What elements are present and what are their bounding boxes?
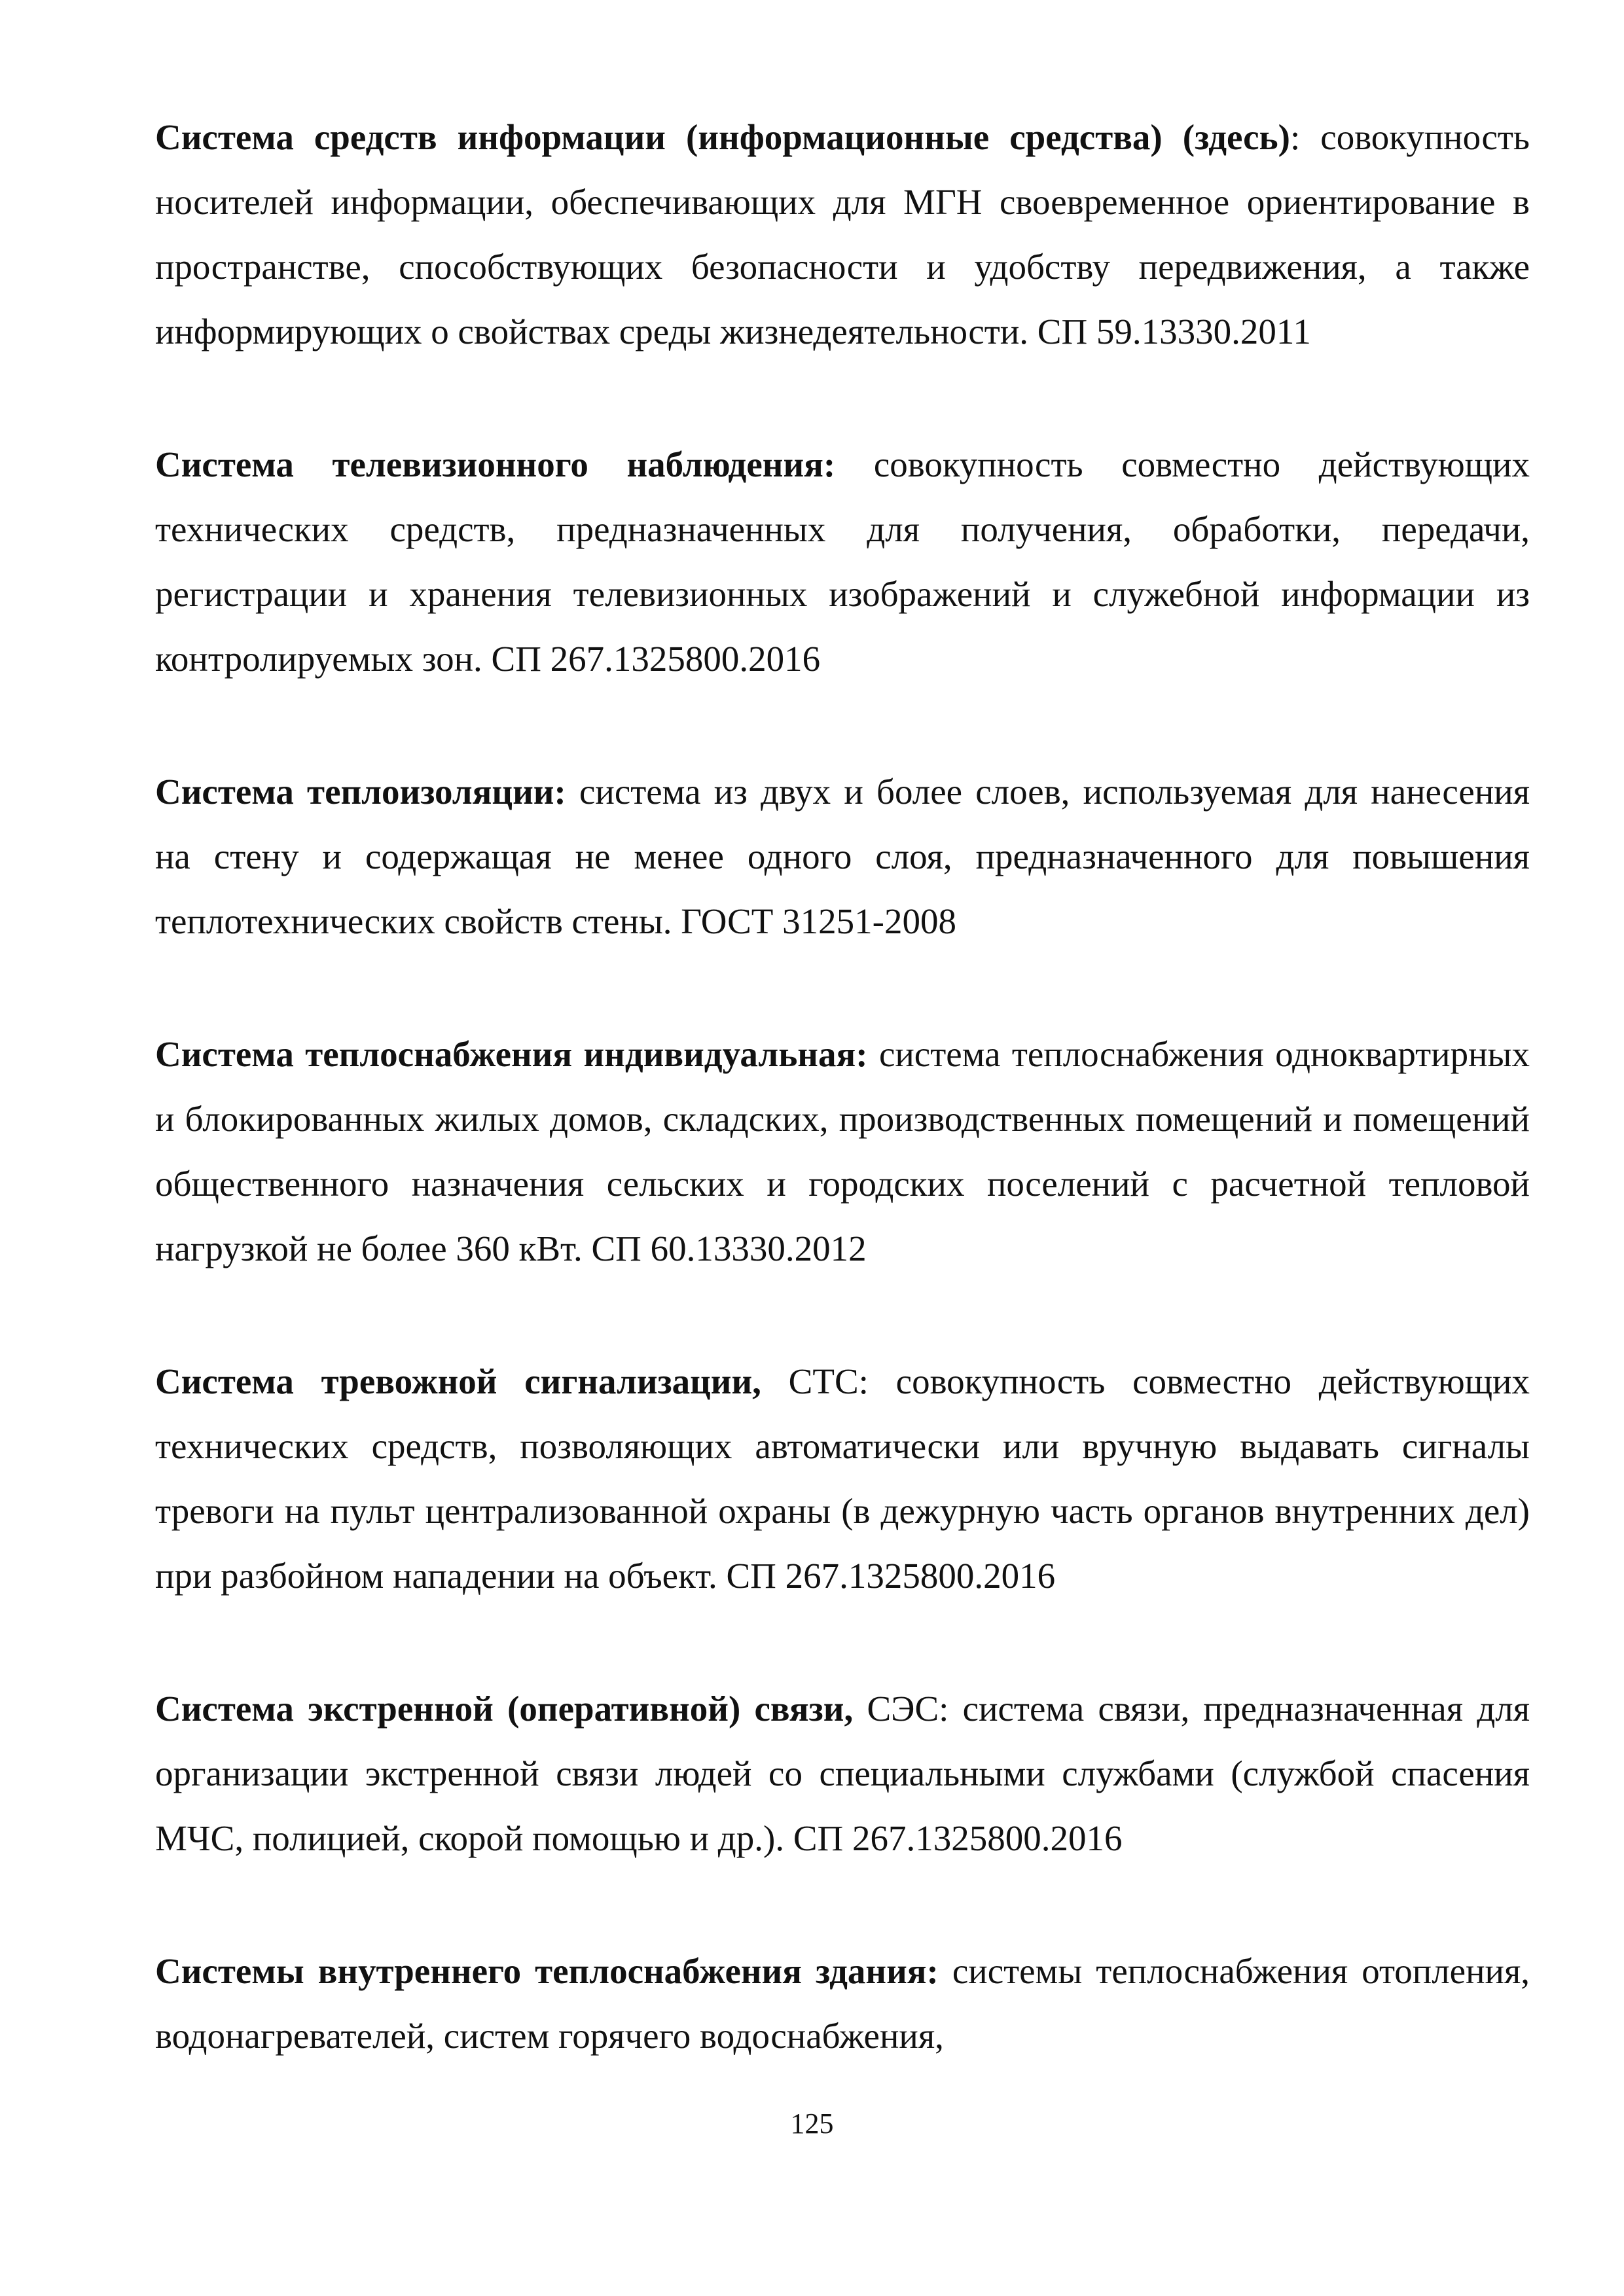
entry-definition: СТС: совокупность совместно действующих технических средств, позволяющих автоматически или вручную выдавать сигналы тревоги на пульт централизованной охраны (в дежурную часть органов внутренних дел) при разбойном нападении на объект. СП 267.1325800.2016 bbox=[155, 1361, 1530, 1596]
entry-term: Система экстренной (оперативной) связи, bbox=[155, 1689, 854, 1729]
glossary-entry-thermal-insulation bbox=[155, 759, 1530, 954]
glossary-entry-emergency-communication bbox=[155, 1676, 1530, 1871]
entry-definition: совокупность совместно действующих технических средств, предназначенных для получения, обработки, передачи, регистрации и хранения телевизионных изображений и служебной информации из контролируемых зон. СП 267.1325800.2016 bbox=[155, 444, 1530, 679]
entry-definition: система теплоснабжения одноквартирных и блокированных жилых домов, складских, производственных помещений и помещений общественного назначения сельских и городских поселений с расчетной тепловой нагрузкой не более 360 кВт. СП 60.13330.2012 bbox=[155, 1034, 1530, 1268]
entry-term: Система средств информации (информационные средства) (здесь) bbox=[155, 117, 1290, 157]
page-number: 125 bbox=[790, 2108, 834, 2140]
entry-term: Система теплоснабжения индивидуальная: bbox=[155, 1034, 868, 1074]
entry-term: Система телевизионного наблюдения: bbox=[155, 444, 836, 484]
entry-definition: : совокупность носителей информации, обеспечивающих для МГН своевременное ориентирование в пространстве, способствующих безопасности и удобству передвижения, а также информирующих о свойствах среды жизнедеятельности. СП 59.13330.2011 bbox=[155, 117, 1530, 351]
entry-term: Системы внутреннего теплоснабжения здания: bbox=[155, 1951, 939, 1991]
entry-term: Система тревожной сигнализации, bbox=[155, 1361, 761, 1401]
glossary-entry-internal-heat-supply bbox=[155, 1939, 1530, 2068]
entry-definition: СЭС: система связи, предназначенная для организации экстренной связи людей со специальными службами (службой спасения МЧС, полицией, скорой помощью и др.). СП 267.1325800.2016 bbox=[155, 1689, 1530, 1858]
entry-term: Система теплоизоляции: bbox=[155, 772, 566, 812]
entry-definition: система из двух и более слоев, используемая для нанесения на стену и содержащая не менее одного слоя, предназначенного для повышения теплотехнических свойств стены. ГОСТ 31251-2008 bbox=[155, 772, 1530, 941]
glossary-entry-individual-heat-supply bbox=[155, 1022, 1530, 1281]
document-page bbox=[155, 105, 1530, 2136]
glossary-entry-tv-surveillance bbox=[155, 432, 1530, 691]
entry-definition: системы теплоснабжения отопления, водонагревателей, систем горячего водоснабжения, bbox=[155, 1951, 1530, 2056]
glossary-entry-alarm-system bbox=[155, 1349, 1530, 1608]
glossary-entry-information-means bbox=[155, 105, 1530, 364]
